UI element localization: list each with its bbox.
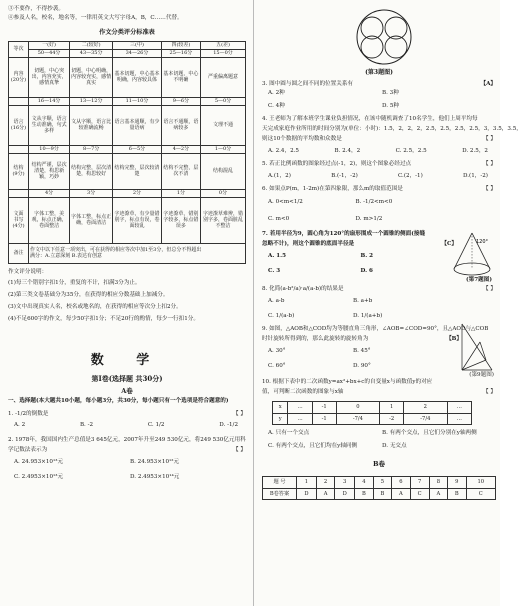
option: C. 2.4953×10¹³元 xyxy=(14,473,64,480)
q1-options xyxy=(14,422,246,429)
table-cell: 6 xyxy=(392,477,410,489)
rubric-row-label: 结构 (9分) xyxy=(9,153,29,189)
table-cell: B卷答案 xyxy=(263,488,297,500)
rubric-score-row xyxy=(9,145,246,153)
scoring-note: (1)每三个错别字扣1分，重复的不计，扣满3分为止。 xyxy=(8,279,141,286)
question-stem-cont: 天完成家庭作业所用的时间分别为(单位：小时)：1.5，2，2，2，2.5，2.5，2.5，2.5，3，3.5，3.5， xyxy=(262,126,522,133)
question-stem-cont: 时针旋转所得到的，那么此旋转的旋转角为 xyxy=(262,336,369,343)
table-cell: 8 xyxy=(429,477,447,489)
option: C. 有两个交点，且它们均在y轴同侧 xyxy=(268,443,358,450)
fig7-cone xyxy=(448,229,496,281)
rubric-cell: 8—7分 xyxy=(70,145,113,153)
option: D.(1，-2) xyxy=(462,173,488,180)
rubric-note-line: 作文中以下任意一项突出，可在获得的相应等次中加1至3分，但总分不得超出 xyxy=(30,247,202,254)
table-cell: 2 xyxy=(316,477,334,489)
rubric-cell: 0分 xyxy=(201,189,246,197)
question-stem: 8. 化简(a-b²/a)·a/(a-b)的结果是 xyxy=(262,286,344,293)
question-stem: 4. 王老师为了解本班学生课业负担情况，在该中随机调查了10名学生，他们上周平均每 xyxy=(262,116,478,123)
rubric-score-cell: 34—26分 xyxy=(113,49,162,57)
question-stem: 3. 图中圆与圆之间不同的位置关系有 xyxy=(262,80,354,87)
option: B. 2.4，2 xyxy=(334,148,361,155)
question-stem-cont: 学记数法表示为 xyxy=(8,446,48,453)
option: D. m>1/2 xyxy=(355,216,383,223)
answer-bracket: 【 】 xyxy=(233,410,246,417)
table-cell: 0 xyxy=(336,402,380,414)
rubric-cell: 13—12分 xyxy=(70,97,113,105)
option: A. 30° xyxy=(268,348,286,355)
rubric-score-row xyxy=(9,49,246,57)
rubric-row-label: 语言 (16分) xyxy=(9,105,29,145)
question-5 xyxy=(262,161,496,168)
option: B. 2 xyxy=(360,253,374,260)
rubric-row-content xyxy=(9,57,246,97)
option: C.(2，-1) xyxy=(397,173,423,180)
table-cell: -7/4 xyxy=(404,413,448,425)
rubric-cell: 6—5分 xyxy=(113,145,162,153)
table-cell: -1 xyxy=(312,413,336,425)
table-cell: … xyxy=(288,402,312,414)
answer-key-header xyxy=(263,477,496,489)
rubric-cell: 切题，中心明确，内容较充实，感情真实 xyxy=(70,57,113,97)
option: A. 24.953×10¹³元 xyxy=(14,458,64,465)
table-cell: A xyxy=(316,488,334,500)
table-cell: 题 号 xyxy=(263,477,297,489)
rubric-cell: 字迹潦草，错别字较多，标点错误多 xyxy=(161,197,200,243)
question-1 xyxy=(8,411,246,418)
q10-y-row xyxy=(273,413,472,425)
answer-bracket: 【 】 xyxy=(483,389,496,396)
rubric-cell: 基本切题，中心基本明确，内容较具体 xyxy=(113,57,162,97)
rubric-cell: 2分 xyxy=(113,189,162,197)
fig3-circles xyxy=(344,8,424,66)
rubric-table xyxy=(8,41,246,264)
table-cell: 1 xyxy=(380,402,404,414)
rubric-score-row xyxy=(9,97,246,105)
question-stem: 1. -1/2的倒数是 xyxy=(8,410,49,417)
option: A. 2 xyxy=(14,421,26,428)
rubric-row-label xyxy=(9,145,29,153)
rubric-row-label xyxy=(9,189,29,197)
table-cell: -1 xyxy=(312,402,336,414)
rubric-header-cell: 四(较差) xyxy=(161,41,200,49)
rubric-score-row xyxy=(9,189,246,197)
scoring-notes xyxy=(8,269,246,323)
question-stem-cont: 值，可判断二次函数的图象与x轴 xyxy=(262,389,344,396)
q4-options xyxy=(268,148,496,155)
rubric-cell: 文从字顺，语言比较准确流畅 xyxy=(70,105,113,145)
rubric-cell: 结构完整，层次较清楚 xyxy=(113,153,162,189)
table-cell: C xyxy=(466,488,495,500)
table-cell: 7 xyxy=(410,477,429,489)
option: B. 有两个交点，且它们分别在y轴两侧 xyxy=(382,430,477,437)
table-cell: A xyxy=(429,488,447,500)
option: A. a-b xyxy=(268,298,285,305)
rubric-cell: 文从字顺，语言生动准确，句式多样 xyxy=(29,105,70,145)
rubric-note-cell xyxy=(29,243,246,263)
rubric-cell: 1—0分 xyxy=(201,145,246,153)
question-9 xyxy=(262,326,496,379)
question-stem-cont: 忽略不计)，则这个圆锥的底面半径是 xyxy=(262,241,355,248)
fig7-caption: (第7题图) xyxy=(466,277,492,284)
rubric-cell: 1分 xyxy=(161,189,200,197)
rubric-cell: 字体工整，标点正确，卷面清洁 xyxy=(70,197,113,243)
rubric-cell: 严重偏离题意 xyxy=(201,57,246,97)
rubric-cell: 结构混乱 xyxy=(201,153,246,189)
rubric-title: 作文分类评分标准表 xyxy=(99,28,155,36)
section-instructions: 一、选择题(本大题共10小题，每小题3分，共30分，每小题只有一个选项是符合题意的) xyxy=(8,397,229,404)
fig9-triangles xyxy=(452,318,496,380)
rubric-cell: 11—10分 xyxy=(113,97,162,105)
question-stem: 2. 1978年，我国国内生产总值是3 645亿元，2007年升至249 530亿元，将249 530亿元用科 xyxy=(8,436,246,443)
table-cell: C xyxy=(410,488,429,500)
table-cell: -2 xyxy=(380,413,404,425)
option: C. 3 xyxy=(268,268,281,275)
option: D. 5种 xyxy=(382,103,399,110)
option: B. a+b xyxy=(353,298,373,305)
rubric-score-cell: 25—16分 xyxy=(161,49,200,57)
answer-bracket: 【 】 xyxy=(233,446,246,453)
option: A. 只有一个交点 xyxy=(268,430,310,437)
right-column xyxy=(256,0,522,500)
table-cell: A xyxy=(392,488,410,500)
table-cell: -7/4 xyxy=(336,413,380,425)
fig3-caption: (第3题图) xyxy=(365,69,393,76)
option: A. 2.4，2.5 xyxy=(268,148,299,155)
table-cell: B xyxy=(355,488,374,500)
segment-cd xyxy=(480,342,486,360)
q10-x-row xyxy=(273,402,472,414)
table-cell: 3 xyxy=(335,477,355,489)
table-cell: 10 xyxy=(466,477,495,489)
question-stem: 10. 根据下表中的二次函数y=ax²+bx+c的自变量x与函数值y的对应 xyxy=(262,379,433,386)
question-stem: 9. 如图，△AOB和△COD均为等腰直角三角形，∠AOB=∠COD=90°，且△AOD与△COB xyxy=(262,326,489,333)
answer-bracket: 【 】 xyxy=(483,286,496,293)
rubric-header-cell: 等次 xyxy=(9,41,29,57)
rubric-header-cell: 二(较好) xyxy=(70,41,113,49)
scoring-note: (3)文中出现真实人名，校名或地名的，在获得的相应等次分上扣2分。 xyxy=(8,303,182,310)
subject-title: 数 学 xyxy=(90,352,164,368)
section-a-title: A卷 xyxy=(121,386,133,395)
answer-bracket: 【A】 xyxy=(480,80,496,87)
rubric-row-label: 内容 (20分) xyxy=(9,57,29,97)
rubric-header-cell: 三(中) xyxy=(113,41,162,49)
rubric-cell: 3分 xyxy=(70,189,113,197)
question-stem: 7. 若用半径为9，圆心角为120°的扇形围成一个圆锥的侧面(接缝 xyxy=(262,231,426,238)
q9-options xyxy=(268,348,438,370)
option: B. 45° xyxy=(353,348,371,355)
left-column xyxy=(0,0,252,481)
option: D. 6 xyxy=(360,268,373,275)
rubric-note-label: 备注 xyxy=(9,243,29,263)
rubric-cell: 9—6分 xyxy=(161,97,200,105)
rubric-cell: 字迹潦草，有少量错别字，标点有误，卷面较乱 xyxy=(113,197,162,243)
rubric-cell: 10—9分 xyxy=(29,145,70,153)
table-cell: B xyxy=(448,488,467,500)
q5-options xyxy=(268,173,496,180)
table-cell: D xyxy=(297,488,317,500)
question-stem-cont: 则这10个数据的平均数和众数是 xyxy=(262,136,342,143)
section-b-title: B卷 xyxy=(373,460,385,469)
paper1-title: 第Ⅰ卷(选择题 共30分) xyxy=(91,373,163,383)
question-stem: 6. 如果点P(m，1-2m)在第四象限，那么m的取值范围是 xyxy=(262,186,403,193)
q8-options xyxy=(268,298,438,320)
rubric-row-writing xyxy=(9,197,246,243)
option: C. 1/2 xyxy=(147,421,165,428)
answer-bracket: 【 】 xyxy=(483,161,496,168)
rubric-row-label xyxy=(9,97,29,105)
rubric-header-row xyxy=(9,41,246,49)
table-cell: … xyxy=(447,413,471,425)
option: D. 2.4953×10¹⁴元 xyxy=(130,473,180,480)
option: D. -1/2 xyxy=(219,421,238,428)
table-cell: 5 xyxy=(373,477,392,489)
question-6 xyxy=(262,186,496,193)
option: B.(-1，-2) xyxy=(331,173,358,180)
table-cell: 1 xyxy=(297,477,317,489)
rubric-cell: 16—14分 xyxy=(29,97,70,105)
option: D. 90° xyxy=(353,363,371,370)
option: D. 1/(a+b) xyxy=(353,313,383,320)
option: B. 3种 xyxy=(382,90,399,97)
option: C. 4种 xyxy=(268,103,285,110)
answer-key-row xyxy=(263,488,496,500)
answer-bracket: 【 】 xyxy=(483,136,496,143)
q6-options xyxy=(268,199,443,223)
fig9-caption: (第9题图) xyxy=(469,372,494,379)
rubric-note-row xyxy=(9,243,246,263)
table-cell: 2 xyxy=(404,402,448,414)
option: D. 无交点 xyxy=(382,443,407,450)
rubric-cell: 4分 xyxy=(29,189,70,197)
table-cell: … xyxy=(288,413,312,425)
rubric-note-line: 满分：A.立意深刻 B.表达有创意 xyxy=(30,253,103,260)
q10-options xyxy=(268,430,496,450)
rubric-header-cell: 五(差) xyxy=(201,41,246,49)
rubric-cell: 结构严谨，层次清楚，构思新颖，巧妙 xyxy=(29,153,70,189)
option: B. 24.953×10¹²元 xyxy=(130,458,180,465)
rubric-cell: 文理不通 xyxy=(201,105,246,145)
option: D. 2.5，2 xyxy=(462,148,488,155)
rubric-row-language xyxy=(9,105,246,145)
question-2 xyxy=(8,437,246,454)
scoring-notes-title: 作文评分说明： xyxy=(8,268,48,275)
rubric-header-cell: 一(好) xyxy=(29,41,70,49)
q7-options xyxy=(268,253,453,275)
rubric-row-structure xyxy=(9,153,246,189)
option: C. 60° xyxy=(268,363,286,370)
table-cell: 9 xyxy=(448,477,467,489)
table-cell: D xyxy=(335,488,355,500)
question-stem: 5. 若正比例函数的图象经过点(-1，2)，则这个图象必经过点 xyxy=(262,161,412,168)
option: C. 2.5，2.5 xyxy=(395,148,427,155)
rubric-score-cell: 43—35分 xyxy=(70,49,113,57)
option: C. m<0 xyxy=(268,216,290,223)
rubric-row-label: 文面 书写 (4分) xyxy=(9,197,29,243)
table-cell: x xyxy=(273,402,288,414)
rubric-cell: 5—0分 xyxy=(201,97,246,105)
option: A.(1，2) xyxy=(268,173,291,180)
rubric-cell: 切题，中心突出，内容充实，感情真挚 xyxy=(29,57,70,97)
table-cell: … xyxy=(447,402,471,414)
intro-line-1: ③不要作，不得抄袭。 xyxy=(8,6,64,12)
rubric-cell: 语言不通顺，语病较多 xyxy=(161,105,200,145)
rubric-cell: 字体工整，美观，标点正确，卷面整洁 xyxy=(29,197,70,243)
q3-options xyxy=(268,90,496,110)
question-10 xyxy=(262,379,496,396)
q2-options xyxy=(14,459,246,481)
rubric-cell: 字迹潦草难辨，错别字多，卷面脏乱不整洁 xyxy=(201,197,246,243)
answer-bracket: 【B】 xyxy=(446,336,462,343)
option: B. -1/2<m<0 xyxy=(355,199,393,206)
rubric-score-cell: 50—44分 xyxy=(29,49,70,57)
rubric-cell: 结构完整，层次清楚，构思较好 xyxy=(70,153,113,189)
fig7-angle-label: 120° xyxy=(476,239,489,246)
option: A. 0<m<1/2 xyxy=(268,199,303,206)
rubric-score-cell: 15—0分 xyxy=(201,49,246,57)
column-divider xyxy=(253,0,254,606)
answer-key-table xyxy=(262,476,496,500)
answer-bracket: 【C】 xyxy=(441,241,457,248)
table-cell: y xyxy=(273,413,288,425)
option: A. 2种 xyxy=(268,90,285,97)
option: C. 1/(a-b) xyxy=(268,313,295,320)
answer-bracket: 【 】 xyxy=(483,186,496,193)
question-4 xyxy=(262,116,522,143)
table-cell: 4 xyxy=(355,477,374,489)
option: A. 1.5 xyxy=(268,253,286,260)
option: B. -2 xyxy=(79,421,94,428)
rubric-cell: 4—2分 xyxy=(161,145,200,153)
question-8 xyxy=(262,286,496,293)
rubric-cell: 结构不完整，层次不清 xyxy=(161,153,200,189)
scoring-note: (4)不足600字的作文，每少50字扣1分；不足20行的酌情，每少一行扣1分。 xyxy=(8,315,199,322)
question-7 xyxy=(262,231,496,284)
question-3 xyxy=(262,81,496,88)
rubric-cell: 基本切题，中心不明确 xyxy=(161,57,200,97)
scoring-note: (2)第三类文卷基础分为35分，在获得的相应分数基础上加减分。 xyxy=(8,291,169,298)
segment-oc xyxy=(462,342,480,370)
intro-line-2: ④参及人名，校名，地名等，一律用英文大写字母A，B，C……代替。 xyxy=(8,14,183,21)
q10-value-table xyxy=(272,401,472,425)
rubric-cell: 语言基本通顺，有少量语病 xyxy=(113,105,162,145)
table-cell: B xyxy=(373,488,392,500)
